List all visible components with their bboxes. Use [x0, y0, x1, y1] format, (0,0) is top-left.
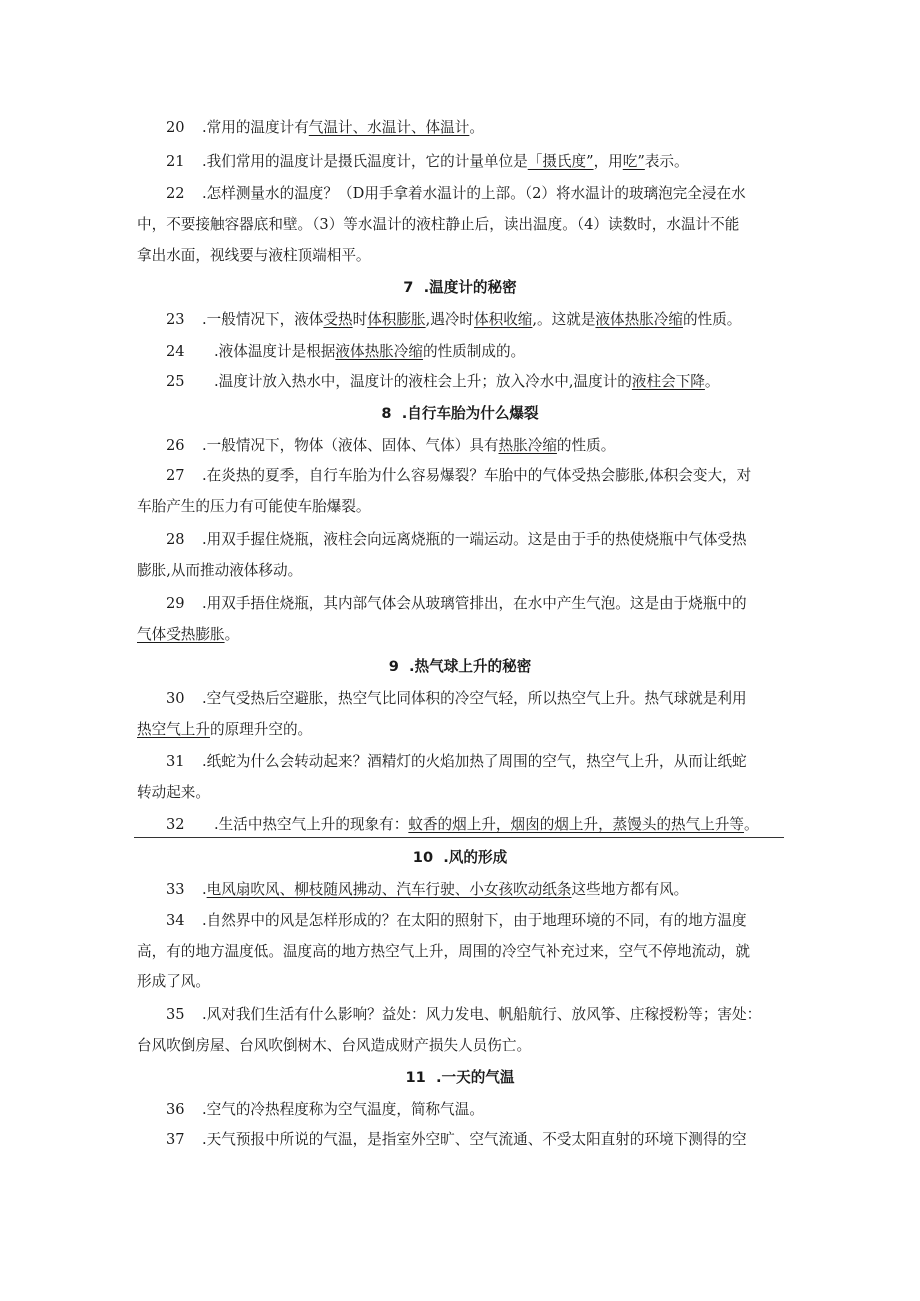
item-27-line-2: 车胎产生的压力有可能使车胎爆裂。 — [137, 498, 371, 515]
item-25 — [166, 372, 787, 392]
item-text: .我们常用的温度计是摄氏温度计，它的计量单位是 — [202, 153, 528, 170]
item-36 — [166, 1100, 787, 1120]
item-34 — [166, 911, 787, 931]
item-text: .一般情况下，液体 — [202, 311, 324, 328]
item-text: .温度计放入热水中，温度计的液柱会上升；放入冷水中,温度计的 — [214, 373, 632, 390]
item-20 — [166, 118, 787, 138]
item-text: . — [202, 881, 207, 898]
item-21 — [166, 152, 787, 172]
item-29-line-2 — [137, 625, 787, 645]
item-37 — [166, 1130, 787, 1150]
item-text: .天气预报中所说的气温，是指室外空旷、空气流通、不受太阳直射的环境下测得的空 — [202, 1131, 747, 1148]
item-22-line-3: 拿出水面，视线要与液柱顶端相平。 — [137, 247, 371, 264]
item-number: 34 — [166, 912, 185, 929]
horizontal-rule — [134, 837, 784, 838]
item-text: 的性质制成的。 — [422, 343, 526, 360]
item-number: 33 — [166, 881, 185, 898]
underlined-answer: 电风扇吹风、柳枝随风拂动、汽车行驶、小女孩吹动纸条 — [206, 881, 572, 898]
item-23 — [166, 310, 787, 330]
section-heading-10: 10 .风的形成 — [412, 849, 508, 866]
item-24 — [166, 342, 787, 362]
item-text: 时 — [352, 311, 368, 328]
underlined-answer: 受热 — [323, 311, 353, 328]
item-number: 22 — [166, 185, 185, 202]
item-35 — [166, 1005, 787, 1025]
item-text: .纸蛇为什么会转动起来？酒精灯的火焰加热了周围的空气，热空气上升，从而让纸蛇 — [202, 753, 747, 770]
item-number: 28 — [166, 531, 185, 548]
item-number: 35 — [166, 1006, 185, 1023]
item-31-line-2: 转动起来。 — [137, 784, 210, 801]
item-text: 。 — [224, 626, 240, 643]
item-text: .生活中热空气上升的现象有： — [214, 816, 409, 833]
item-text: .常用的温度计有 — [202, 119, 309, 136]
item-number: 37 — [166, 1131, 185, 1148]
item-text: 。 — [469, 119, 484, 136]
item-text: 的性质。 — [556, 437, 616, 454]
underlined-answer: 气体受热膨胀 — [137, 626, 225, 643]
item-35-line-2: 台风吹倒房屋、台风吹倒树木、台风造成财产损失人员伤亡。 — [137, 1037, 532, 1054]
item-number: 32 — [166, 816, 185, 833]
item-29 — [166, 594, 787, 614]
underlined-answer: 热胀冷缩 — [498, 437, 557, 454]
item-22-line-2: 中，不要接触容器底和壁。（3）等水温计的液柱静止后，读出温度。（4）读数时，水温计不能 — [137, 216, 740, 233]
section-heading-8: 8 .自行车胎为什么爆裂 — [381, 405, 539, 422]
item-number: 31 — [166, 753, 185, 770]
item-text: 。 — [704, 373, 720, 390]
item-30 — [166, 689, 787, 709]
item-32 — [166, 815, 787, 835]
section-heading-7: 7 .温度计的秘密 — [403, 279, 517, 296]
item-text: .一般情况下，物体（液体、固体、气体）具有 — [202, 437, 499, 454]
section-heading-11: 11 .一天的气温 — [405, 1069, 515, 1086]
item-text: ,遇冷时 — [425, 311, 475, 328]
underlined-answer: 吃” — [622, 153, 645, 170]
item-text: ，用 — [593, 153, 623, 170]
item-text: 的性质。 — [683, 311, 742, 328]
item-33 — [166, 880, 787, 900]
underlined-answer: 液体热胀冷缩 — [335, 343, 423, 360]
item-number: 21 — [166, 153, 185, 170]
item-26 — [166, 436, 787, 456]
item-34-line-3: 形成了风。 — [137, 973, 210, 990]
item-text: .风对我们生活有什么影响？益处：风力发电、帆船航行、放风筝、庄稼授粉等；害处： — [202, 1006, 762, 1023]
item-22 — [166, 184, 787, 204]
item-number: 36 — [166, 1101, 185, 1118]
underlined-answer: 「摄氏度” — [527, 153, 594, 170]
item-number: 24 — [166, 343, 185, 360]
underlined-answer: 体积膨胀 — [367, 311, 426, 328]
item-text: .液体温度计是根据 — [214, 343, 336, 360]
item-text: .自然界中的风是怎样形成的？在太阳的照射下，由于地理环境的不同，有的地方温度 — [202, 912, 747, 929]
item-text: 表示。 — [644, 153, 689, 170]
item-34-line-2: 高，有的地方温度低。温度高的地方热空气上升，周围的冷空气补充过来，空气不停地流动，就 — [137, 943, 750, 960]
item-30-line-2 — [137, 720, 787, 740]
item-text: 这些地方都有风。 — [571, 881, 689, 898]
item-text: .怎样测量水的温度？（D用手拿着水温计的上部。（2）将水温计的玻璃泡完全浸在水 — [202, 185, 746, 202]
section-heading-9: 9 .热气球上升的秘密 — [388, 658, 532, 675]
item-number: 20 — [166, 119, 185, 136]
item-text: .用双手捂住烧瓶，其内部气体会从玻璃管排出，在水中产生气泡。这是由于烧瓶中的 — [202, 595, 747, 612]
underlined-answer: 热空气上升 — [137, 721, 210, 738]
underlined-answer: 气温计、水温计、体温计 — [308, 119, 470, 136]
item-text: .空气的冷热程度称为空气温度，简称气温。 — [202, 1101, 484, 1118]
item-text: .用双手握住烧瓶，液柱会向远离烧瓶的一端运动。这是由于手的热使烧瓶中气体受热 — [202, 531, 747, 548]
item-text: .在炎热的夏季，自行车胎为什么容易爆裂？车胎中的气体受热会膨胀,体积会变大，对 — [202, 467, 752, 484]
item-number: 26 — [166, 437, 185, 454]
underlined-answer: 蚊香的烟上升，烟囱的烟上升，蒸馒头的热气上升等 — [408, 816, 745, 833]
item-number: 30 — [166, 690, 185, 707]
item-31 — [166, 752, 787, 772]
item-28 — [166, 530, 787, 550]
item-text: 。 — [744, 816, 759, 833]
item-27 — [166, 466, 787, 486]
item-number: 27 — [166, 467, 185, 484]
item-number: 25 — [166, 373, 185, 390]
underlined-answer: 液体热胀冷缩 — [595, 311, 683, 328]
item-number: 29 — [166, 595, 185, 612]
underlined-answer: 液柱会下降 — [631, 373, 705, 390]
item-text: ,。这就是 — [532, 311, 596, 328]
item-number: 23 — [166, 311, 185, 328]
underlined-answer: 体积收缩 — [474, 311, 533, 328]
item-text: .空气受热后空避胀，热空气比同体积的冷空气轻，所以热空气上升。热气球就是利用 — [202, 690, 747, 707]
item-28-line-2: 膨胀,从而推动液体移动。 — [137, 562, 303, 579]
item-text: 的原理升空的。 — [209, 721, 313, 738]
